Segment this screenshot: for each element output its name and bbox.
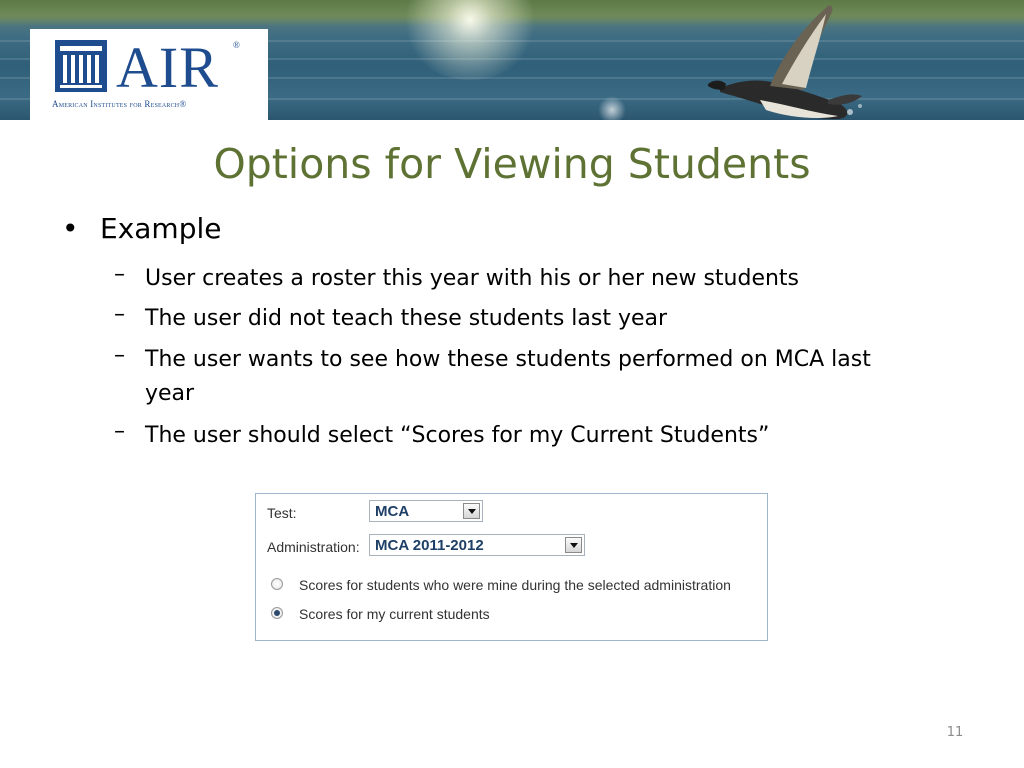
sub-bullet-text: User creates a roster this year with his or her new students: [145, 266, 800, 291]
bullet-text: Example: [100, 212, 222, 245]
radio-button-selected[interactable]: [271, 607, 283, 619]
bullet-marker: •: [62, 212, 79, 245]
logo-wordmark: AIR: [116, 35, 219, 100]
banner-glare: [598, 96, 626, 120]
banner-sunlight: [400, 0, 540, 80]
sub-bullet-text: The user wants to see how these students performed on MCA last year: [145, 347, 871, 406]
sub-bullet-text: The user did not teach these students last year: [145, 306, 668, 331]
chevron-down-icon[interactable]: [565, 537, 582, 553]
sub-bullet-marker: –: [114, 419, 125, 444]
loon-bird-image: [700, 0, 870, 120]
radio-button[interactable]: [271, 578, 283, 590]
logo-registered-mark: ®: [233, 40, 240, 50]
test-select-value: MCA: [375, 503, 410, 520]
air-logo: [30, 29, 268, 120]
test-label: Test:: [267, 505, 297, 521]
chevron-down-icon[interactable]: [463, 503, 480, 519]
sub-bullet-marker: –: [114, 302, 125, 327]
header-banner: [0, 0, 1024, 120]
administration-select[interactable]: [369, 534, 585, 556]
radio-label[interactable]: Scores for my current students: [299, 606, 490, 622]
sub-bullet-marker: –: [114, 343, 125, 368]
score-options-panel: [255, 493, 768, 641]
sub-bullet-marker: –: [114, 262, 125, 287]
page-number: 11: [946, 725, 964, 740]
administration-label: Administration:: [267, 539, 360, 555]
slide-title: Options for Viewing Students: [213, 140, 811, 188]
logo-tagline: American Institutes for Research®: [52, 99, 187, 109]
building-columns-icon: [55, 40, 107, 92]
test-select[interactable]: [369, 500, 483, 522]
administration-select-value: MCA 2011-2012: [375, 537, 484, 554]
sub-bullet-text: The user should select “Scores for my Current Students”: [145, 423, 770, 448]
radio-label[interactable]: Scores for students who were mine during the selected administration: [299, 577, 731, 593]
